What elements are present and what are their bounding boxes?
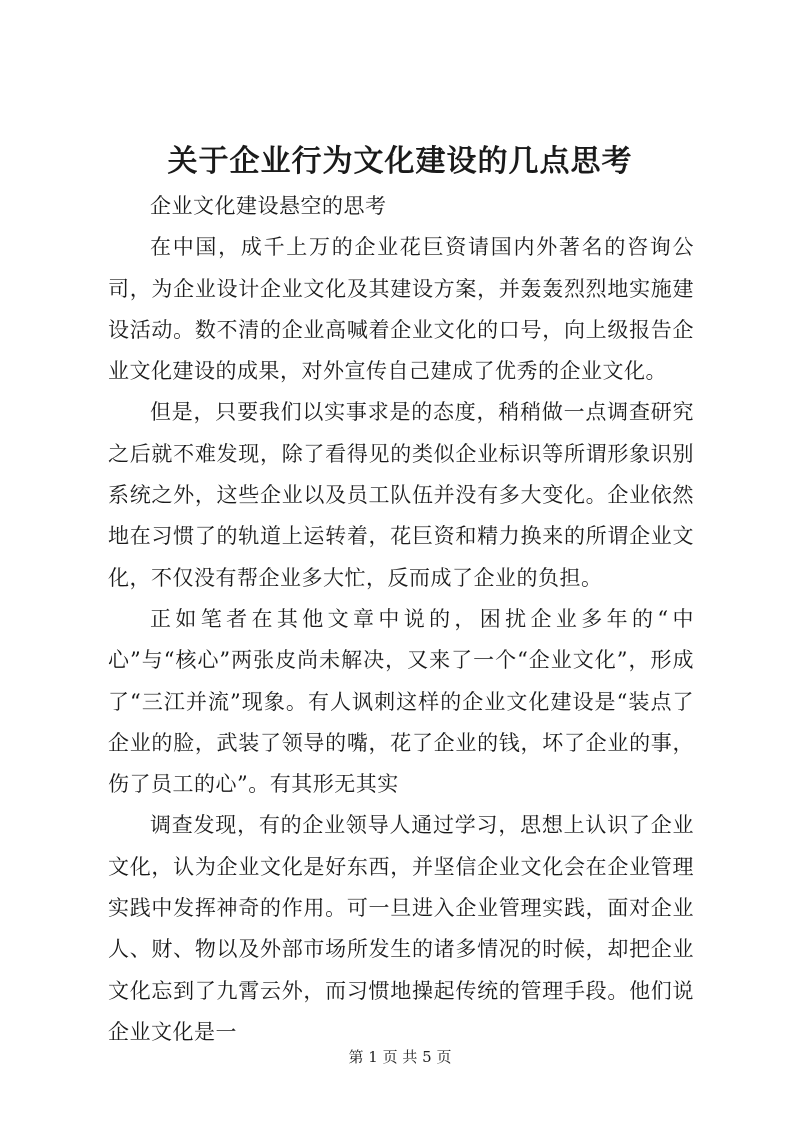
paragraph: 但是，只要我们以实事求是的态度，稍稍做一点调查研究之后就不难发现，除了看得见的类似企业标识等所谓形象识别系统之外，这些企业以及员工队伍并没有多大变化。企业依然地在习惯了的轨道上运转着，花巨资和精力换来的所谓企业文化，不仅没有帮企业多大忙，反而成了企业的负担。 [108, 400, 694, 590]
paragraph: 在中国，成千上万的企业花巨资请国内外著名的咨询公司，为企业设计企业文化及其建设方案，并轰轰烈烈地实施建设活动。数不清的企业高喊着企业文化的口号，向上级报告企业文化建设的成果，对外宣传自己建成了优秀的企业文化。 [108, 235, 694, 384]
section-heading: 企业文化建设悬空的思考 [150, 194, 387, 218]
document-body [108, 186, 694, 1053]
page-footer: 第 1 页 共 5 页 [348, 1048, 452, 1066]
paragraph: 正如笔者在其他文章中说的，困扰企业多年的“中心”与“核心”两张皮尚未解决，又来了一个“企业文化”，形成了“三江并流”现象。有人讽刺这样的企业文化建设是“装点了企业的脸，武装了领导的嘴，花了企业的钱，坏了企业的事，伤了员工的心”。有其形无其实 [108, 606, 694, 797]
document-title: 关于企业行为文化建设的几点思考 [167, 144, 633, 179]
paragraph: 调查发现，有的企业领导人通过学习，思想上认识了企业文化，认为企业文化是好东西，并坚信企业文化会在企业管理实践中发挥神奇的作用。可一旦进入企业管理实践，面对企业人、财、物以及外部市场所发生的诸多情况的时候，却把企业文化忘到了九霄云外，而习惯地操起传统的管理手段。他们说企业文化是一 [108, 813, 694, 1044]
